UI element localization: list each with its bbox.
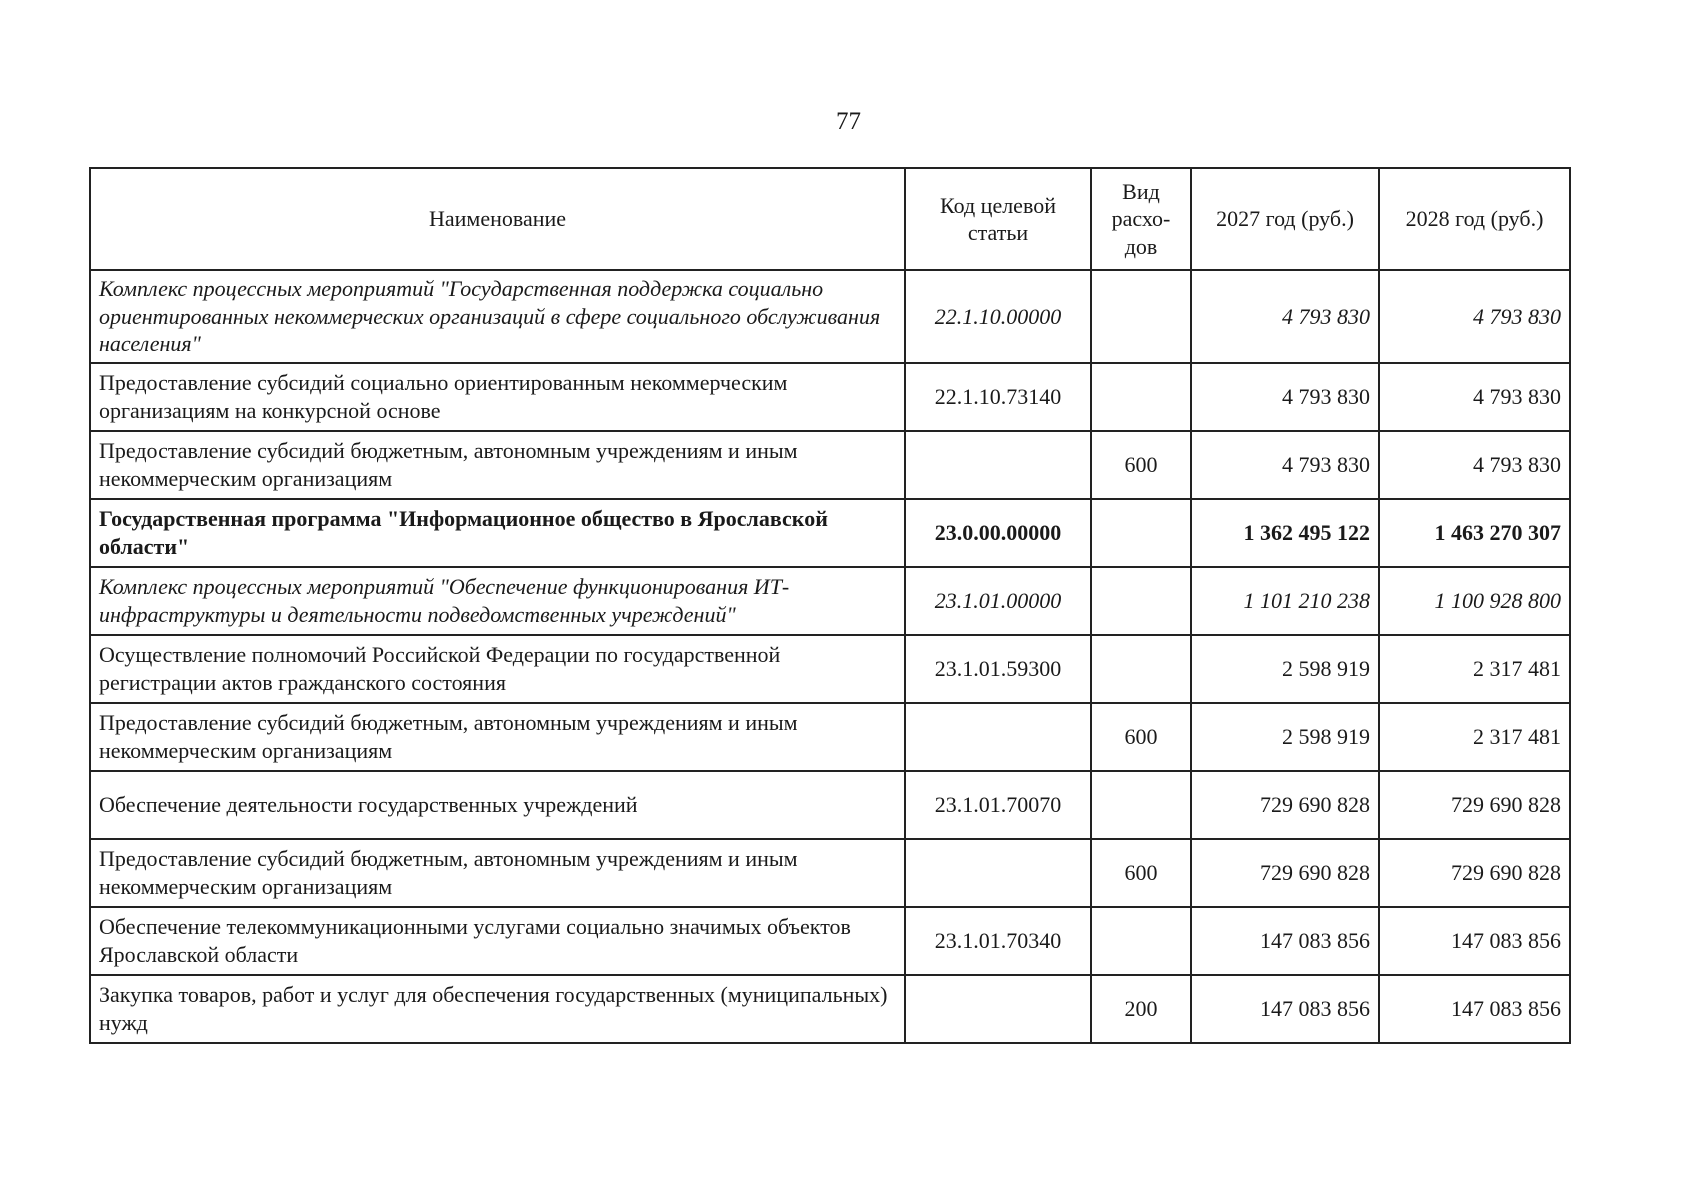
- row-2027-cell: 2 598 919: [1191, 635, 1379, 703]
- row-kind-cell: [1091, 771, 1191, 839]
- row-2028-cell: 4 793 830: [1379, 363, 1570, 431]
- row-kind-cell: [1091, 499, 1191, 567]
- table-row: [90, 839, 1570, 907]
- row-name-cell: Обеспечение деятельности государственных учреждений: [90, 771, 905, 839]
- row-code-cell: [905, 703, 1091, 771]
- row-2028-cell: 1 463 270 307: [1379, 499, 1570, 567]
- row-kind-cell: [1091, 635, 1191, 703]
- table-row: [90, 635, 1570, 703]
- table-row: [90, 270, 1570, 363]
- table-row: [90, 567, 1570, 635]
- table-row: [90, 703, 1570, 771]
- row-code-cell: 22.1.10.73140: [905, 363, 1091, 431]
- row-name-cell: Комплекс процессных мероприятий "Обеспечение функционирования ИТ-инфраструктуры и деятельности подведомственных учреждений": [90, 567, 905, 635]
- row-2027-cell: 729 690 828: [1191, 839, 1379, 907]
- row-kind-cell: 200: [1091, 975, 1191, 1043]
- row-2028-cell: 729 690 828: [1379, 771, 1570, 839]
- row-2027-cell: 1 101 210 238: [1191, 567, 1379, 635]
- row-name-cell: Комплекс процессных мероприятий "Государственная поддержка социально ориентированных некоммерческих организаций в сфере социального обслуживания населения": [90, 270, 905, 363]
- row-2028-cell: 2 317 481: [1379, 703, 1570, 771]
- row-kind-cell: [1091, 363, 1191, 431]
- header-name: Наименование: [90, 168, 905, 270]
- table-row: [90, 363, 1570, 431]
- page-number: 77: [836, 108, 861, 135]
- row-2028-cell: 147 083 856: [1379, 907, 1570, 975]
- row-kind-cell: [1091, 907, 1191, 975]
- row-code-cell: [905, 431, 1091, 499]
- table-row: [90, 771, 1570, 839]
- row-2027-cell: 147 083 856: [1191, 907, 1379, 975]
- row-2027-cell: 4 793 830: [1191, 431, 1379, 499]
- row-name-cell: Предоставление субсидий бюджетным, автономным учреждениям и иным некоммерческим организациям: [90, 703, 905, 771]
- table-row: [90, 499, 1570, 567]
- row-2028-cell: 147 083 856: [1379, 975, 1570, 1043]
- row-name-cell: Предоставление субсидий социально ориентированным некоммерческим организациям на конкурсной основе: [90, 363, 905, 431]
- row-code-cell: [905, 975, 1091, 1043]
- header-2028: 2028 год (руб.): [1379, 168, 1570, 270]
- row-2027-cell: 2 598 919: [1191, 703, 1379, 771]
- row-2027-cell: 1 362 495 122: [1191, 499, 1379, 567]
- table-row: [90, 907, 1570, 975]
- table-body: [90, 270, 1570, 1043]
- row-2028-cell: 1 100 928 800: [1379, 567, 1570, 635]
- table-row: [90, 975, 1570, 1043]
- row-name-cell: Закупка товаров, работ и услуг для обеспечения государственных (муниципальных) нужд: [90, 975, 905, 1043]
- row-2027-cell: 4 793 830: [1191, 363, 1379, 431]
- header-2027: 2027 год (руб.): [1191, 168, 1379, 270]
- row-2027-cell: 4 793 830: [1191, 270, 1379, 363]
- row-code-cell: 22.1.10.00000: [905, 270, 1091, 363]
- row-code-cell: [905, 839, 1091, 907]
- row-code-cell: 23.1.01.70340: [905, 907, 1091, 975]
- header-code: Код целевой статьи: [905, 168, 1091, 270]
- row-2028-cell: 729 690 828: [1379, 839, 1570, 907]
- row-name-cell: Обеспечение телекоммуникационными услугами социально значимых объектов Ярославской области: [90, 907, 905, 975]
- row-kind-cell: 600: [1091, 703, 1191, 771]
- row-code-cell: 23.1.01.00000: [905, 567, 1091, 635]
- budget-table: [89, 167, 1571, 1044]
- row-name-cell: Государственная программа "Информационное общество в Ярославской области": [90, 499, 905, 567]
- row-2028-cell: 4 793 830: [1379, 270, 1570, 363]
- row-name-cell: Предоставление субсидий бюджетным, автономным учреждениям и иным некоммерческим организациям: [90, 431, 905, 499]
- row-name-cell: Осуществление полномочий Российской Федерации по государственной регистрации актов гражданского состояния: [90, 635, 905, 703]
- row-2027-cell: 147 083 856: [1191, 975, 1379, 1043]
- row-2028-cell: 2 317 481: [1379, 635, 1570, 703]
- row-2028-cell: 4 793 830: [1379, 431, 1570, 499]
- row-kind-cell: 600: [1091, 839, 1191, 907]
- table-header-row: [90, 168, 1570, 270]
- row-code-cell: 23.1.01.59300: [905, 635, 1091, 703]
- table-row: [90, 431, 1570, 499]
- row-code-cell: 23.0.00.00000: [905, 499, 1091, 567]
- row-name-cell: Предоставление субсидий бюджетным, автономным учреждениям и иным некоммерческим организациям: [90, 839, 905, 907]
- row-kind-cell: [1091, 567, 1191, 635]
- row-code-cell: 23.1.01.70070: [905, 771, 1091, 839]
- row-kind-cell: [1091, 270, 1191, 363]
- row-kind-cell: 600: [1091, 431, 1191, 499]
- row-2027-cell: 729 690 828: [1191, 771, 1379, 839]
- header-kind: Вид расхо-дов: [1091, 168, 1191, 270]
